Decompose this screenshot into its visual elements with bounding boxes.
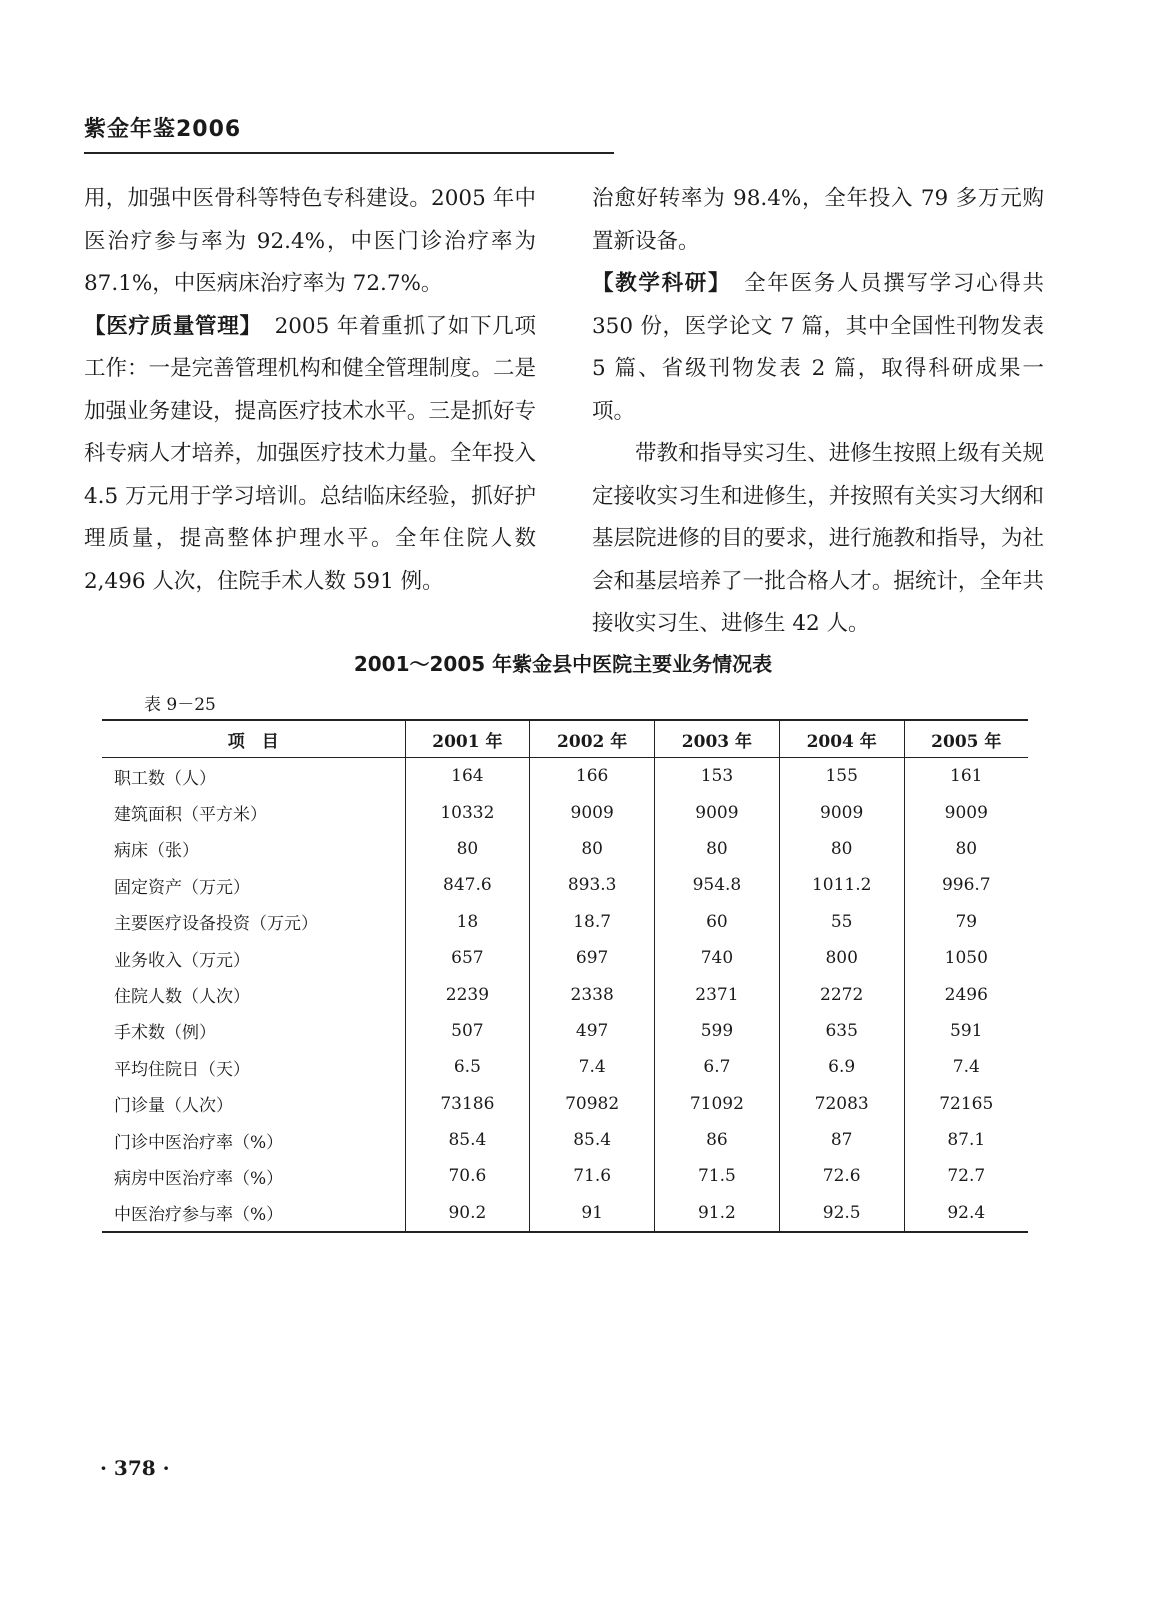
row-label: 门诊中医治疗率（%） bbox=[114, 1132, 284, 1153]
table-row bbox=[102, 940, 1028, 976]
table-row bbox=[102, 867, 1028, 903]
cell-value: 92.5 bbox=[779, 1195, 904, 1232]
cell-value: 2272 bbox=[779, 976, 904, 1012]
left-paragraph-2 bbox=[84, 306, 536, 604]
row-label: 职工数（人） bbox=[114, 768, 216, 789]
cell-value: 91 bbox=[530, 1195, 655, 1232]
row-label: 建筑面积（平方米） bbox=[114, 805, 267, 826]
right-column bbox=[592, 178, 1044, 646]
cell-value: 1050 bbox=[904, 940, 1028, 976]
row-label: 固定资产（万元） bbox=[114, 877, 250, 898]
cell-value: 7.4 bbox=[904, 1049, 1028, 1085]
cell-value: 599 bbox=[655, 1013, 780, 1049]
left-paragraph-1: 用，加强中医骨科等特色专科建设。2005 年中医治疗参与率为 92.4%，中医门诊治疗率为 87.1%，中医病床治疗率为 72.7%。 bbox=[84, 186, 536, 296]
row-label: 住院人数（人次） bbox=[114, 987, 250, 1008]
cell-value: 6.5 bbox=[405, 1049, 530, 1085]
right-paragraph-2 bbox=[592, 263, 1044, 433]
cell-value: 996.7 bbox=[904, 867, 1028, 903]
cell-value: 87 bbox=[779, 1122, 904, 1158]
row-label: 平均住院日（天） bbox=[114, 1059, 250, 1080]
row-label: 业务收入（万元） bbox=[114, 950, 250, 971]
cell-value: 72.7 bbox=[904, 1158, 1028, 1194]
cell-value: 740 bbox=[655, 940, 780, 976]
section-tag-quality: 【医疗质量管理】 bbox=[84, 313, 262, 339]
cell-value: 71.5 bbox=[655, 1158, 780, 1194]
cell-value: 800 bbox=[779, 940, 904, 976]
row-label: 主要医疗设备投资（万元） bbox=[114, 914, 318, 935]
table-title: 2001～2005 年紫金县中医院主要业务情况表 bbox=[353, 652, 773, 676]
cell-value: 80 bbox=[779, 831, 904, 867]
right-paragraph-1: 治愈好转率为 98.4%，全年投入 79 多万元购置新设备。 bbox=[592, 186, 1044, 254]
row-label: 中医治疗参与率（%） bbox=[102, 1195, 405, 1232]
header-year-2002: 2002 年 bbox=[530, 720, 655, 758]
cell-value: 635 bbox=[779, 1013, 904, 1049]
table-row bbox=[102, 1195, 1028, 1232]
table-row bbox=[102, 794, 1028, 830]
row-label: 门诊量（人次） bbox=[114, 1096, 233, 1117]
table-header-row bbox=[102, 720, 1028, 758]
header-year-2005: 2005 年 bbox=[904, 720, 1028, 758]
cell-value: 79 bbox=[904, 904, 1028, 940]
cell-value: 86 bbox=[655, 1122, 780, 1158]
row-label: 手术数（例） bbox=[114, 1023, 216, 1044]
cell-value: 166 bbox=[530, 758, 655, 795]
cell-value: 73186 bbox=[405, 1086, 530, 1122]
cell-value: 164 bbox=[405, 758, 530, 795]
table-row bbox=[102, 1013, 1028, 1049]
cell-value: 18.7 bbox=[530, 904, 655, 940]
cell-value: 9009 bbox=[530, 794, 655, 830]
cell-value: 87.1 bbox=[904, 1122, 1028, 1158]
table-row bbox=[102, 904, 1028, 940]
cell-value: 72.6 bbox=[779, 1158, 904, 1194]
cell-value: 9009 bbox=[655, 794, 780, 830]
cell-value: 18 bbox=[405, 904, 530, 940]
section-tag-research: 【教学科研】 bbox=[592, 271, 732, 296]
cell-value: 85.4 bbox=[405, 1122, 530, 1158]
header-rule bbox=[84, 152, 614, 154]
cell-value: 697 bbox=[530, 940, 655, 976]
cell-value: 71.6 bbox=[530, 1158, 655, 1194]
cell-value: 80 bbox=[904, 831, 1028, 867]
header-year-2001: 2001 年 bbox=[405, 720, 530, 758]
table-row bbox=[102, 1122, 1028, 1158]
table-row bbox=[102, 831, 1028, 867]
cell-value: 85.4 bbox=[530, 1122, 655, 1158]
cell-value: 155 bbox=[779, 758, 904, 795]
cell-value: 2371 bbox=[655, 976, 780, 1012]
cell-value: 497 bbox=[530, 1013, 655, 1049]
cell-value: 507 bbox=[405, 1013, 530, 1049]
left-column bbox=[84, 178, 536, 603]
cell-value: 80 bbox=[530, 831, 655, 867]
cell-value: 71092 bbox=[655, 1086, 780, 1122]
cell-value: 847.6 bbox=[405, 867, 530, 903]
page-number: · 378 · bbox=[100, 1456, 170, 1480]
cell-value: 657 bbox=[405, 940, 530, 976]
cell-value: 6.9 bbox=[779, 1049, 904, 1085]
cell-value: 2496 bbox=[904, 976, 1028, 1012]
cell-value: 70.6 bbox=[405, 1158, 530, 1194]
table-row bbox=[102, 976, 1028, 1012]
table-row bbox=[102, 1049, 1028, 1085]
cell-value: 90.2 bbox=[405, 1195, 530, 1232]
right-paragraph-3: 带教和指导实习生、进修生按照上级有关规定接收实习生和进修生，并按照有关实习大纲和基层院进修的目的要求，进行施教和指导，为社会和基层培养了一批合格人才。据统计，全年共接收实习生、进修生 42 人。 bbox=[592, 441, 1044, 636]
cell-value: 60 bbox=[655, 904, 780, 940]
row-label: 病床（张） bbox=[114, 841, 199, 862]
cell-value: 7.4 bbox=[530, 1049, 655, 1085]
cell-value: 2239 bbox=[405, 976, 530, 1012]
cell-value: 6.7 bbox=[655, 1049, 780, 1085]
cell-value: 9009 bbox=[779, 794, 904, 830]
table-number: 表 9－25 bbox=[144, 695, 216, 715]
cell-value: 1011.2 bbox=[779, 867, 904, 903]
cell-value: 80 bbox=[405, 831, 530, 867]
cell-value: 10332 bbox=[405, 794, 530, 830]
cell-value: 591 bbox=[904, 1013, 1028, 1049]
header-year-2004: 2004 年 bbox=[779, 720, 904, 758]
left-paragraph-2-text: 2005 年着重抓了如下几项工作：一是完善管理机构和健全管理制度。二是加强业务建设，提高医疗技术水平。三是抓好专科专病人才培养，加强医疗技术力量。全年投入 4.5 万元用于学习培训。总结临床经验，抓好护理质量，提高整体护理水平。全年住院人数 2,496 人次，住院手术人数 591 例。 bbox=[84, 313, 536, 594]
table-row bbox=[102, 1158, 1028, 1194]
cell-value: 72165 bbox=[904, 1086, 1028, 1122]
cell-value: 2338 bbox=[530, 976, 655, 1012]
cell-value: 91.2 bbox=[655, 1195, 780, 1232]
business-table bbox=[102, 719, 1028, 1233]
cell-value: 70982 bbox=[530, 1086, 655, 1122]
header-item: 项 目 bbox=[102, 720, 405, 758]
header-year-2003: 2003 年 bbox=[655, 720, 780, 758]
row-label: 病房中医治疗率（%） bbox=[114, 1168, 284, 1189]
cell-value: 92.4 bbox=[904, 1195, 1028, 1232]
right-paragraph-2-text: 全年医务人员撰写学习心得共 350 份，医学论文 7 篇，其中全国性刊物发表 5 篇、省级刊物发表 2 篇，取得科研成果一项。 bbox=[592, 271, 1044, 424]
running-header: 紫金年鉴2006 bbox=[84, 117, 242, 142]
table-row bbox=[102, 758, 1028, 795]
table-row bbox=[102, 1086, 1028, 1122]
cell-value: 80 bbox=[655, 831, 780, 867]
cell-value: 55 bbox=[779, 904, 904, 940]
cell-value: 72083 bbox=[779, 1086, 904, 1122]
cell-value: 161 bbox=[904, 758, 1028, 795]
cell-value: 954.8 bbox=[655, 867, 780, 903]
cell-value: 893.3 bbox=[530, 867, 655, 903]
cell-value: 153 bbox=[655, 758, 780, 795]
cell-value: 9009 bbox=[904, 794, 1028, 830]
